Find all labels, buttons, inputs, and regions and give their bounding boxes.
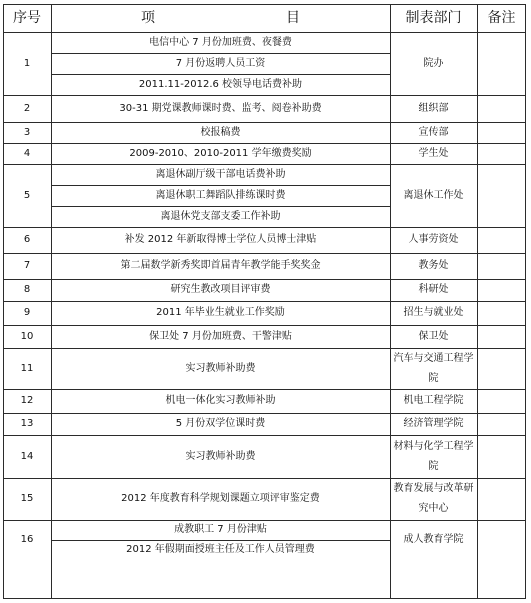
row-remark	[477, 435, 526, 478]
row-dept: 宣传部	[418, 126, 449, 138]
row-dept: 教育发展与改革研究中心	[393, 483, 474, 514]
row-seq: 10	[20, 330, 34, 342]
row-seq: 13	[20, 418, 34, 430]
row-item: 2012 年度教育科学规划课题立项评审鉴定费	[121, 493, 320, 505]
row-remark	[477, 253, 526, 279]
row-item: 实习教师补助费	[185, 362, 256, 374]
row-item: 保卫处 7 月份加班费、干警津贴	[149, 330, 292, 342]
row-item: 研究生教改项目评审费	[170, 284, 271, 296]
row-item: 机电一体化实习教师补助	[165, 395, 276, 407]
row-seq: 4	[23, 147, 31, 159]
row-dept: 离退休工作处	[403, 189, 464, 201]
row-item: 2011.11-2012.6 校领导电话费补助	[138, 78, 303, 90]
row-remark	[477, 95, 526, 122]
row-seq: 2	[23, 102, 31, 114]
row-dept: 教务处	[418, 260, 449, 272]
row-remark	[477, 413, 526, 435]
row-dept: 院办	[423, 57, 444, 69]
row-dept: 招生与就业处	[403, 307, 464, 319]
row-item: 30-31 期党课教师课时费、监考、阅卷补助费	[119, 102, 322, 114]
row-seq: 14	[20, 450, 34, 462]
row-item: 离退休副厅级干部电话费补助	[155, 168, 286, 180]
row-item: 离退休职工舞蹈队排练课时费	[155, 189, 286, 201]
row-item: 2009-2010、2010-2011 学年缴费奖励	[129, 147, 312, 159]
row-seq: 12	[20, 395, 34, 407]
row-item: 2012 年假期面授班主任及工作人员管理费	[126, 544, 315, 556]
row-remark	[477, 301, 526, 325]
row-remark	[477, 32, 526, 95]
row-item: 第二届数学新秀奖即首届青年教学能手奖奖金	[120, 260, 321, 272]
row-seq: 3	[23, 126, 31, 138]
row-dept: 组织部	[418, 102, 449, 114]
row-remark	[477, 478, 526, 520]
row-seq: 7	[23, 260, 31, 272]
header-item-right: 目	[286, 9, 300, 26]
allowance-table	[3, 4, 526, 599]
row-seq: 11	[20, 362, 34, 374]
row-dept: 汽车与交通工程学院	[393, 352, 474, 384]
row-remark	[477, 143, 526, 164]
row-remark	[477, 122, 526, 143]
row-item: 电信中心 7 月份加班费、夜餐费	[149, 36, 292, 48]
row-remark	[477, 348, 526, 389]
row-remark	[477, 325, 526, 348]
row-dept: 材料与化学工程学院	[393, 440, 474, 472]
row-dept: 经济管理学院	[403, 418, 464, 430]
row-dept: 科研处	[418, 284, 449, 296]
row-dept: 学生处	[418, 147, 449, 159]
row-seq: 1	[23, 57, 31, 69]
row-remark	[477, 227, 526, 253]
row-dept: 保卫处	[418, 330, 449, 342]
row-remark	[477, 279, 526, 301]
row-seq: 6	[23, 234, 31, 246]
row-item: 成教职工 7 月份津贴	[174, 524, 267, 536]
row-remark	[477, 520, 526, 560]
row-item: 离退休党支部支委工作补助	[160, 210, 281, 222]
row-remark	[477, 164, 526, 227]
row-seq: 16	[20, 534, 34, 546]
table-border-bottom	[3, 598, 526, 599]
header-dept: 制表部门	[405, 9, 462, 26]
row-item: 实习教师补助费	[185, 450, 256, 462]
header-seq: 序号	[13, 9, 41, 26]
row-item: 7 月份返聘人员工资	[175, 57, 266, 69]
header-remark: 备注	[487, 9, 516, 26]
row-dept: 机电工程学院	[403, 395, 464, 407]
row-dept: 成人教育学院	[403, 534, 464, 546]
row-item: 5 月份双学位课时费	[175, 418, 266, 430]
header-item-left: 项	[141, 9, 155, 26]
row-seq: 5	[23, 189, 31, 201]
row-seq: 15	[20, 493, 34, 505]
row-seq: 9	[23, 307, 31, 319]
row-item: 补发 2012 年新取得博士学位人员博士津贴	[124, 234, 317, 246]
row-item: 校报稿费	[200, 126, 241, 138]
row-remark	[477, 389, 526, 413]
row-dept: 人事劳资处	[408, 234, 459, 246]
header-item	[51, 4, 390, 32]
row-item: 2011 年毕业生就业工作奖励	[156, 307, 285, 319]
row-seq: 8	[23, 284, 31, 296]
